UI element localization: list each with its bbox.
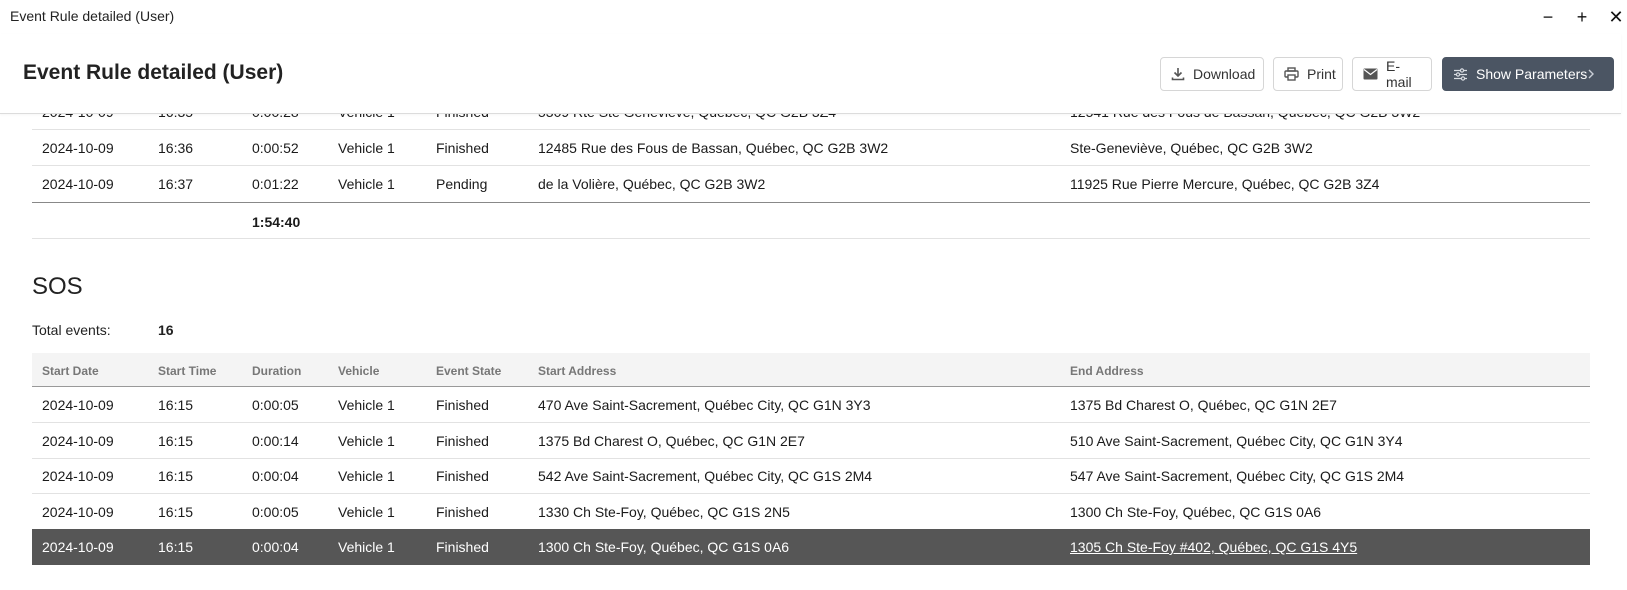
close-icon[interactable]: ✕ — [1608, 7, 1624, 27]
cell-duration: 0:00:14 — [252, 433, 299, 449]
print-button[interactable] — [1273, 57, 1343, 91]
cell-date: 2024-10-09 — [42, 176, 114, 192]
cell-start-address: 1375 Bd Charest O, Québec, QC G1N 2E7 — [538, 433, 805, 449]
column-header-start-time[interactable]: Start Time — [158, 364, 217, 378]
cell-state: Finished — [436, 468, 489, 484]
cell-state: Pending — [436, 176, 488, 192]
cell-time: 16:15 — [158, 504, 194, 520]
column-header-vehicle[interactable]: Vehicle — [338, 364, 380, 378]
cell-date: 2024-10-09 — [42, 539, 114, 555]
table-row[interactable] — [32, 458, 1590, 494]
cell-vehicle: Vehicle 1 — [338, 433, 395, 449]
cell-duration: 0:01:22 — [252, 176, 299, 192]
section-title-sos: SOS — [32, 273, 83, 300]
cell-end-address: 510 Ave Saint-Sacrement, Québec City, QC G1N 3Y4 — [1070, 433, 1403, 449]
cell-end-address: 11925 Rue Pierre Mercure, Québec, QC G2B 3Z4 — [1070, 176, 1380, 192]
cell-start-address: de la Volière, Québec, QC G2B 3W2 — [538, 176, 766, 192]
total-row — [32, 202, 1590, 239]
cell-duration: 0:00:04 — [252, 539, 299, 555]
download-button[interactable] — [1160, 57, 1264, 91]
cell-end-address: Ste-Geneviève, Québec, QC G2B 3W2 — [1070, 140, 1313, 156]
cell-duration: 0:00:04 — [252, 468, 299, 484]
cell-end-address: 547 Ave Saint-Sacrement, Québec City, QC G1S 2M4 — [1070, 468, 1405, 484]
cell-date: 2024-10-09 — [42, 397, 114, 413]
minimize-icon[interactable]: − — [1542, 7, 1554, 27]
cell-state: Finished — [436, 539, 489, 555]
report-header — [0, 34, 1621, 114]
printer-icon — [1284, 67, 1299, 81]
cell-time: 16:37 — [158, 176, 194, 192]
cell-state: Finished — [436, 504, 489, 520]
cell-start-address: 1330 Ch Ste-Foy, Québec, QC G1S 2N5 — [538, 504, 790, 520]
total-duration: 1:54:40 — [252, 214, 301, 230]
maximize-icon[interactable]: + — [1576, 7, 1588, 27]
table-row[interactable] — [32, 166, 1590, 202]
cell-vehicle: Vehicle 1 — [338, 176, 395, 192]
envelope-icon — [1363, 68, 1378, 80]
email-button[interactable] — [1352, 57, 1432, 91]
show-parameters-label: Show Parameters — [1476, 66, 1588, 82]
table-row[interactable] — [32, 423, 1590, 459]
cell-start-address: 12485 Rue des Fous de Bassan, Québec, QC G2B 3W2 — [538, 140, 889, 156]
cell-date: 2024-10-09 — [42, 140, 114, 156]
cell-end-address: 1300 Ch Ste-Foy, Québec, QC G1S 0A6 — [1070, 504, 1322, 520]
cell-state: Finished — [436, 433, 489, 449]
cell-state: Finished — [436, 397, 489, 413]
cell-date: 2024-10-09 — [42, 504, 114, 520]
print-label: Print — [1307, 66, 1336, 82]
table-row[interactable] — [32, 387, 1590, 423]
cell-time: 16:15 — [158, 397, 194, 413]
table-row[interactable] — [32, 130, 1590, 166]
cell-duration: 0:00:52 — [252, 140, 299, 156]
cell-vehicle: Vehicle 1 — [338, 539, 395, 555]
cell-date: 2024-10-09 — [42, 468, 114, 484]
cell-vehicle: Vehicle 1 — [338, 504, 395, 520]
column-header-start-date[interactable]: Start Date — [42, 364, 99, 378]
cell-vehicle: Vehicle 1 — [338, 468, 395, 484]
window-title: Event Rule detailed (User) — [10, 8, 175, 24]
cell-date: 2024-10-09 — [42, 433, 114, 449]
total-events-value: 16 — [158, 322, 174, 338]
cell-start-address: 1300 Ch Ste-Foy, Québec, QC G1S 0A6 — [538, 539, 790, 555]
table-header — [32, 353, 1590, 387]
end-address-link[interactable]: 1305 Ch Ste-Foy #402, Québec, QC G1S 4Y5 — [1070, 539, 1358, 555]
sliders-icon — [1453, 68, 1468, 81]
total-events-label: Total events: — [32, 322, 111, 338]
report-content[interactable] — [0, 114, 1621, 590]
cell-state: Finished — [436, 140, 489, 156]
cell-end-address: 1375 Bd Charest O, Québec, QC G1N 2E7 — [1070, 397, 1337, 413]
cell-time: 16:36 — [158, 140, 194, 156]
table-row[interactable] — [32, 494, 1590, 530]
column-header-end-address[interactable]: End Address — [1070, 364, 1144, 378]
cell-start-address: 542 Ave Saint-Sacrement, Québec City, QC G1S 2M4 — [538, 468, 873, 484]
cell-duration: 0:00:05 — [252, 397, 299, 413]
column-header-event-state[interactable]: Event State — [436, 364, 502, 378]
page-title: Event Rule detailed (User) — [23, 61, 284, 84]
cell-time: 16:15 — [158, 433, 194, 449]
show-parameters-button[interactable] — [1442, 57, 1614, 91]
download-label: Download — [1193, 66, 1256, 82]
window-titlebar — [0, 0, 1624, 34]
download-icon — [1171, 67, 1185, 81]
cell-duration: 0:00:05 — [252, 504, 299, 520]
email-label: E-mail — [1386, 58, 1412, 90]
column-header-start-address[interactable]: Start Address — [538, 364, 617, 378]
cell-vehicle: Vehicle 1 — [338, 397, 395, 413]
column-header-duration[interactable]: Duration — [252, 364, 302, 378]
cell-start-address: 470 Ave Saint-Sacrement, Québec City, QC G1N 3Y3 — [538, 397, 871, 413]
chevron-right-icon — [1587, 66, 1595, 82]
cell-time: 16:15 — [158, 468, 194, 484]
table-row-selected[interactable] — [32, 529, 1590, 565]
cell-time: 16:15 — [158, 539, 194, 555]
cell-vehicle: Vehicle 1 — [338, 140, 395, 156]
